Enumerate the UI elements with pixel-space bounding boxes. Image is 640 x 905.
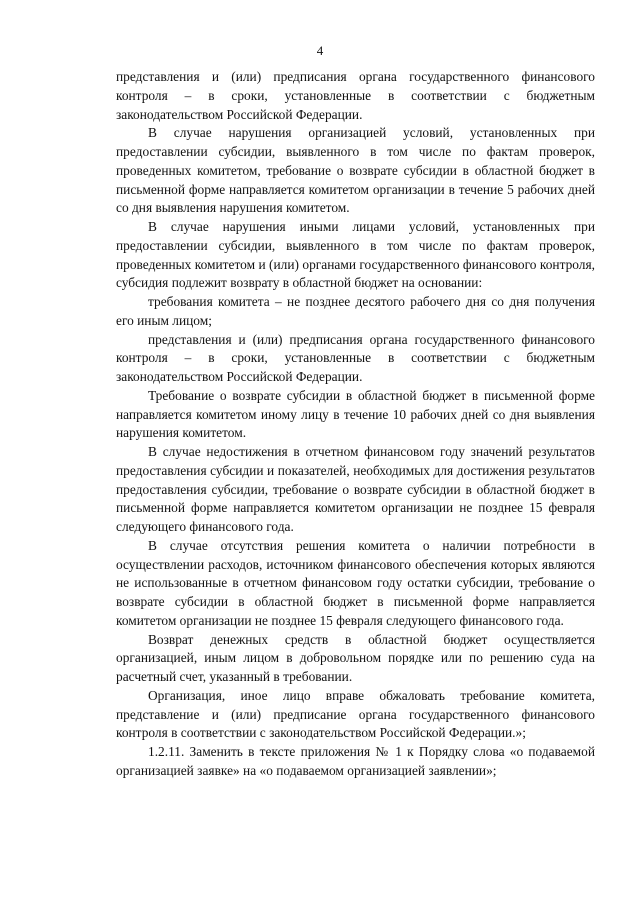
paragraph-committee-requirement: требования комитета – не позднее десятого рабочего дня со дня получения его иным лицом; xyxy=(116,294,595,328)
page-number: 4 xyxy=(316,43,324,58)
paragraph-continuation: представления и (или) предписания органа государственного финансового контроля – в сроки, установленные в соответствии с бюджетным законодательством Российской Федерации. xyxy=(116,69,595,122)
paragraph-results-not-achieved: В случае недостижения в отчетном финансовом году значений результатов предоставления субсидии и показателей, необходимых для достижения результатов предоставления субсидии, требование о возврате субсидии в областной бюджет в письменной форме направляется комитетом организации не позднее 15 февраля следующего финансового года. xyxy=(116,444,595,534)
paragraph-unused-balances: В случае отсутствия решения комитета о наличии потребности в осуществлении расходов, источником финансового обеспечения которых являются не использованные в отчетном финансовом году остатки субсидии, требование о возврате субсидии в областной бюджет в письменной форме направляется комитетом организации не позднее 15 февраля следующего финансового года. xyxy=(116,537,595,628)
paragraph-financial-control-order: представления и (или) предписания органа государственного финансового контроля – в сроки, установленные в соответствии с бюджетным законодательством Российской Федерации. xyxy=(116,331,595,384)
paragraph-appeal-right: Организация, иное лицо вправе обжаловать требование комитета, представление и (или) предписание органа государственного финансового контроля в соответствии с законодательством Российской Федерации.»; xyxy=(116,687,595,741)
document-body xyxy=(116,68,595,781)
paragraph-requirement-timing: Требование о возврате субсидии в областной бюджет в письменной форме направляется комитетом иному лицу в течение 10 рабочих дней со дня выявления нарушения комитетом. xyxy=(116,387,595,441)
paragraph-funds-return: Возврат денежных средств в областной бюджет осуществляется организацией, иным лицом в добровольном порядке или по решению суда на расчетный счет, указанный в требовании. xyxy=(116,631,595,684)
paragraph-other-persons-violation: В случае нарушения иными лицами условий, установленных при предоставлении субсидии, выявленного в том числе по фактам проверок, проведенных комитетом и (или) органами государственного финансового контроля, субсидия подлежит возврату в областной бюджет на основании: xyxy=(116,219,595,291)
paragraph-item-1-2-11: 1.2.11. Заменить в тексте приложения № 1 к Порядку слова «о подаваемой организацией заявке» на «о подаваемом организацией заявлении»; xyxy=(116,744,595,778)
paragraph-organization-violation: В случае нарушения организацией условий, установленных при предоставлении субсидии, выявленного в том числе по фактам проверок, проведенных комитетом, требование о возврате субсидии в областной бюджет в письменной форме направляется комитетом организации в течение 5 рабочих дней со дня выявления нарушения комитетом. xyxy=(116,125,595,216)
